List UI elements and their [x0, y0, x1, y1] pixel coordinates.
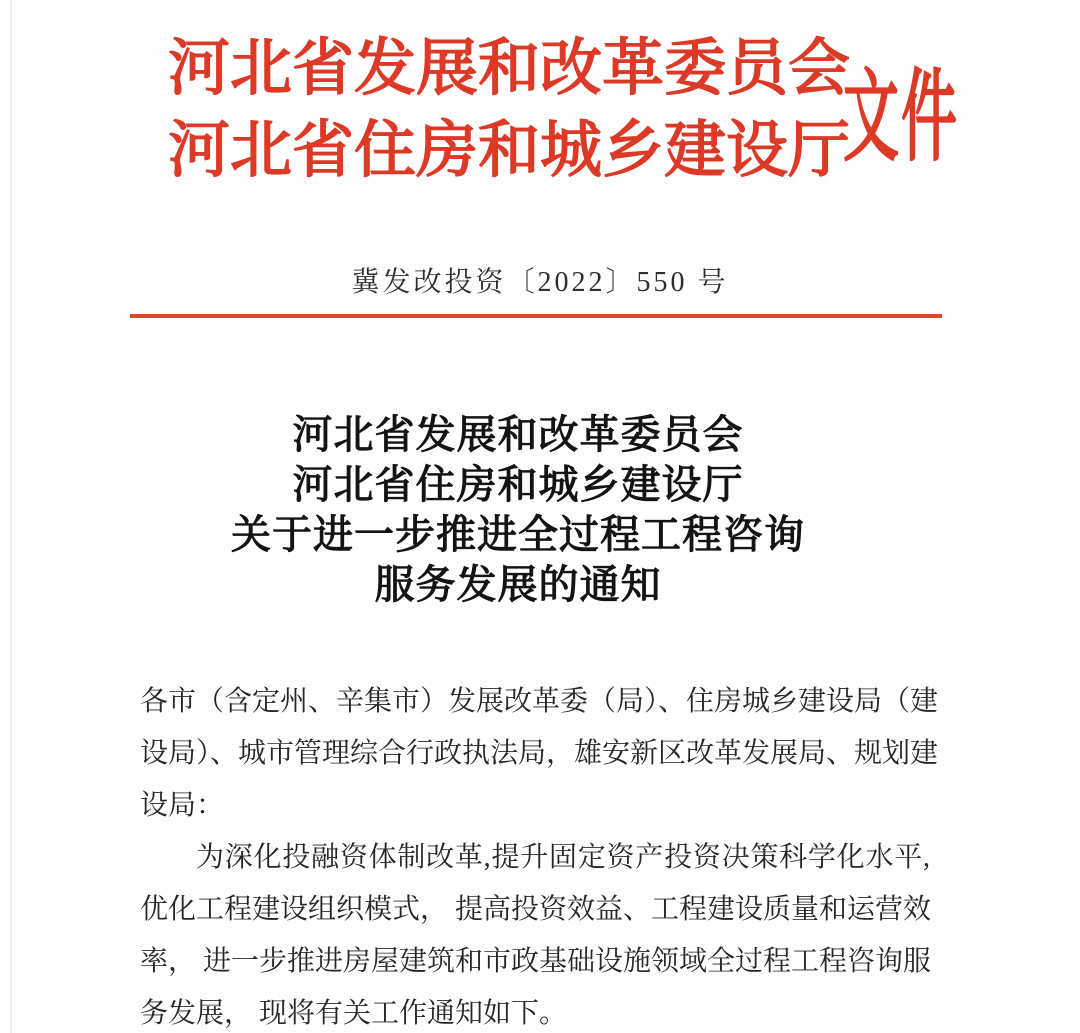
title-line-1: 河北省发展和改革委员会: [292, 412, 744, 457]
intro-paragraph: [140, 832, 930, 1033]
body-line: 务发展， 现将有关工作通知如下。: [140, 998, 568, 1029]
red-divider-line: [130, 314, 942, 318]
letterhead: [168, 28, 959, 192]
body-line: 优化工程建设组织模式， 提高投资效益、工程建设质量和运营效: [140, 894, 932, 925]
body-line: 为深化投融资体制改革,提升固定资产投资决策科学化水平,: [196, 842, 930, 873]
issuing-agencies: [168, 28, 851, 192]
body-line: 各市（含定州、辛集市）发展改革委（局）、住房城乡建设局（建: [140, 686, 939, 717]
title-line-3: 关于进一步推进全过程工程咨询: [231, 512, 805, 557]
body-line: 设局）、城市管理综合行政执法局，雄安新区改革发展局、规划建: [140, 738, 939, 769]
document-body: [140, 676, 939, 1033]
doc-type-label: 文件: [843, 63, 959, 175]
agency-name-line1: 河北省发展和改革委员会: [168, 35, 851, 103]
body-line: 设局：: [140, 790, 225, 821]
addressee-paragraph: [140, 676, 939, 832]
document-number: 冀发改投资〔2022〕550 号: [351, 267, 729, 298]
title-line-4: 服务发展的通知: [374, 562, 662, 607]
body-line: 率， 进一步推进房屋建筑和市政基础设施领域全过程工程咨询服: [140, 946, 932, 977]
title-line-2: 河北省住房和城乡建设厅: [292, 462, 744, 507]
agency-name-line2: 河北省住房和城乡建设厅: [168, 117, 851, 185]
document-title: [0, 410, 1036, 610]
